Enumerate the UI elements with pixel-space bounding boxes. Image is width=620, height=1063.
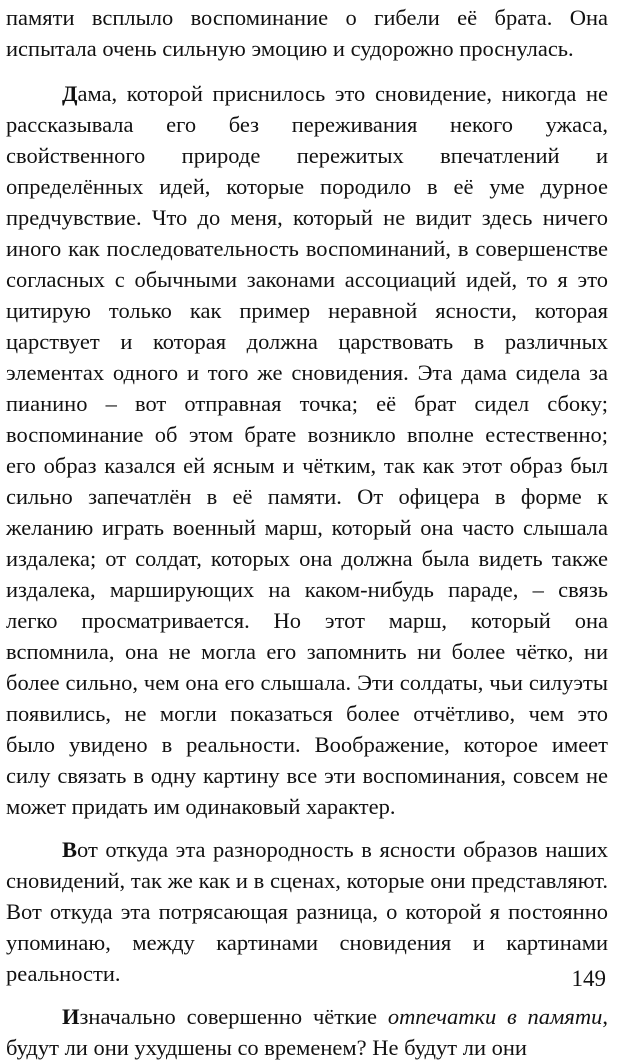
body-text <box>6 2 608 1063</box>
paragraph-memory-imprints <box>6 1001 608 1063</box>
paragraph-dream-lady <box>6 78 608 822</box>
page-number: 149 <box>571 966 606 991</box>
initial-letter: В <box>62 837 78 862</box>
paragraph-continuation <box>6 2 608 64</box>
initial-letter: И <box>62 1004 80 1029</box>
paragraph-text: , будут ли они ухудшены со временем? Не будут ли они <box>6 1004 608 1060</box>
initial-letter: Д <box>62 81 78 106</box>
paragraph-text: от откуда эта разнородность в ясности образов наших сновидений, так же как и в сценах, которые они представляют. Вот откуда эта потрясающая разница, о которой я постоянно упоминаю, между картинами сновидения и картинами реальности. <box>6 837 608 986</box>
paragraph-text: значально совершенно чёткие <box>79 1004 388 1029</box>
paragraph-text: памяти всплыло воспоминание о гибели её брата. Она испытала очень сильную эмоцию и судорожно проснулась. <box>6 5 608 61</box>
italic-phrase: отпечатки в памяти <box>387 1004 603 1029</box>
paragraph-heterogeneity <box>6 834 608 989</box>
paragraph-text: ама, которой приснилось это сновидение, никогда не рассказывала его без переживания некого ужаса, свойственного природе пережитых впечатлений и определённых идей, которые породило в её уме дурное предчувствие. Что до меня, который не видит здесь ничего иного как последовательность воспоминаний, в совершенстве согласных с обычными законами ассоциаций идей, то я это цитирую только как пример неравной ясности, которая царствует и которая должна царствовать в различных элементах одного и того же сновидения. Эта дама сидела за пианино – вот отправная точка; её брат сидел сбоку; воспоминание об этом брате возникло вполне естественно; его образ казался ей ясным и чётким, так как этот образ был сильно запечатлён в её памяти. От офицера в форме к желанию играть военный марш, который она часто слышала издалека; от солдат, которых она должна была видеть также издалека, марширующих на каком-нибудь параде, – связь легко просматривается. Но этот марш, который она вспомнила, она не могла его запомнить ни более чётко, ни более сильно, чем она его слышала. Эти солдаты, чьи силуэты появились, не могли показаться более отчётливо, чем это было увидено в реальности. Воображение, которое имеет силу связать в одну картину все эти воспоминания, совсем не может придать им одинаковый характер. <box>6 81 608 819</box>
